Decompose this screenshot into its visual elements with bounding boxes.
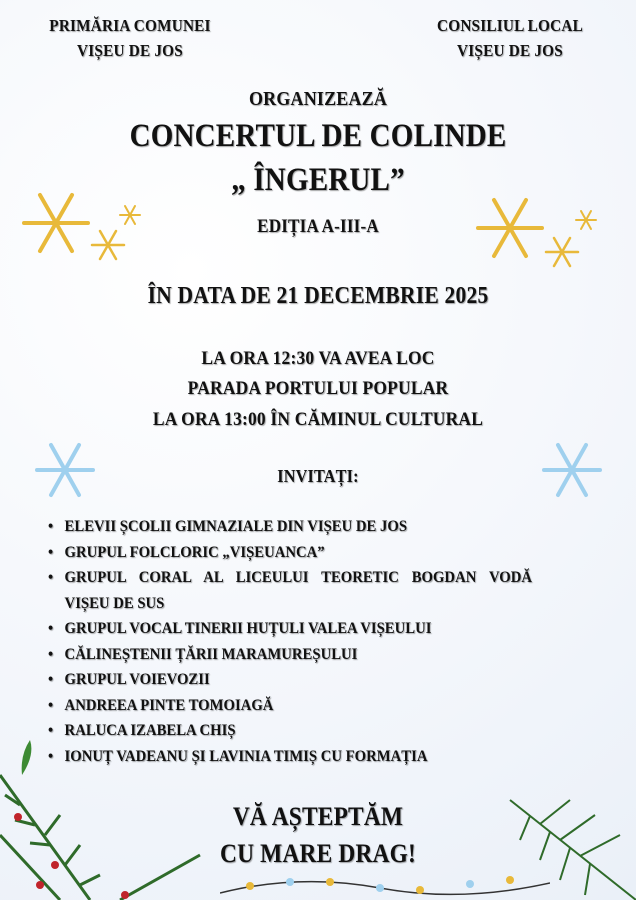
edition-label: EDIȚIA A-III-A [257, 216, 379, 237]
organizer-left-line: PRIMĂRIA COMUNEI [49, 16, 211, 35]
event-name: „ ÎNGERUL” [231, 162, 405, 198]
guest-item-line: GRUPUL CORAL AL LICEULUI TEORETIC BOGDAN VODĂ [64, 569, 532, 586]
string-lights-icon [220, 868, 550, 900]
organizer-left [13, 13, 247, 63]
organizer-right [393, 13, 627, 63]
organizer-right-line: CONSILIUL LOCAL [437, 16, 583, 35]
guest-item: • IONUȚ VADEANU ȘI LAVINIA TIMIȘ CU FORMAȚIA [48, 744, 563, 770]
guest-list [48, 514, 608, 769]
guest-item: • RALUCA IZABELA CHIȘ [48, 718, 563, 744]
schedule-line: PARADA PORTULUI POPULAR [187, 378, 449, 399]
closing-line: CU MARE DRAG! [219, 839, 417, 868]
guest-item-line: VIȘEU DE SUS [64, 594, 165, 612]
organizer-left-line: VIȘEU DE JOS [77, 41, 183, 60]
guest-item: • GRUPUL FOLCLORIC „VIȘEUANCA” [48, 540, 563, 566]
schedule-line: LA ORA 12:30 VA AVEA LOC [201, 348, 435, 369]
guest-item: • CĂLINEȘTENII ȚĂRII MARAMUREȘULUI [48, 642, 563, 668]
closing-line: VĂ AȘTEPTĂM [232, 802, 404, 831]
guest-item: • ANDREEA PINTE TOMOIAGĂ [48, 693, 563, 719]
guest-item: • ELEVII ȘCOLII GIMNAZIALE DIN VIȘEU DE JOS [48, 514, 563, 540]
guests-heading: INVITAȚI: [277, 466, 359, 486]
guest-item [48, 565, 563, 616]
organizes-label: ORGANIZEAZĂ [248, 88, 388, 110]
organizer-right-line: VIȘEU DE JOS [457, 41, 563, 60]
guest-item: • GRUPUL VOCAL TINERII HUȚULI VALEA VIȘEULUI [48, 616, 563, 642]
event-title: CONCERTUL DE COLINDE [129, 118, 507, 154]
guest-item: • GRUPUL VOIEVOZII [48, 667, 563, 693]
schedule-line: LA ORA 13:00 ÎN CĂMINUL CULTURAL [152, 409, 484, 430]
event-date: ÎN DATA DE 21 DECEMBRIE 2025 [147, 283, 489, 309]
